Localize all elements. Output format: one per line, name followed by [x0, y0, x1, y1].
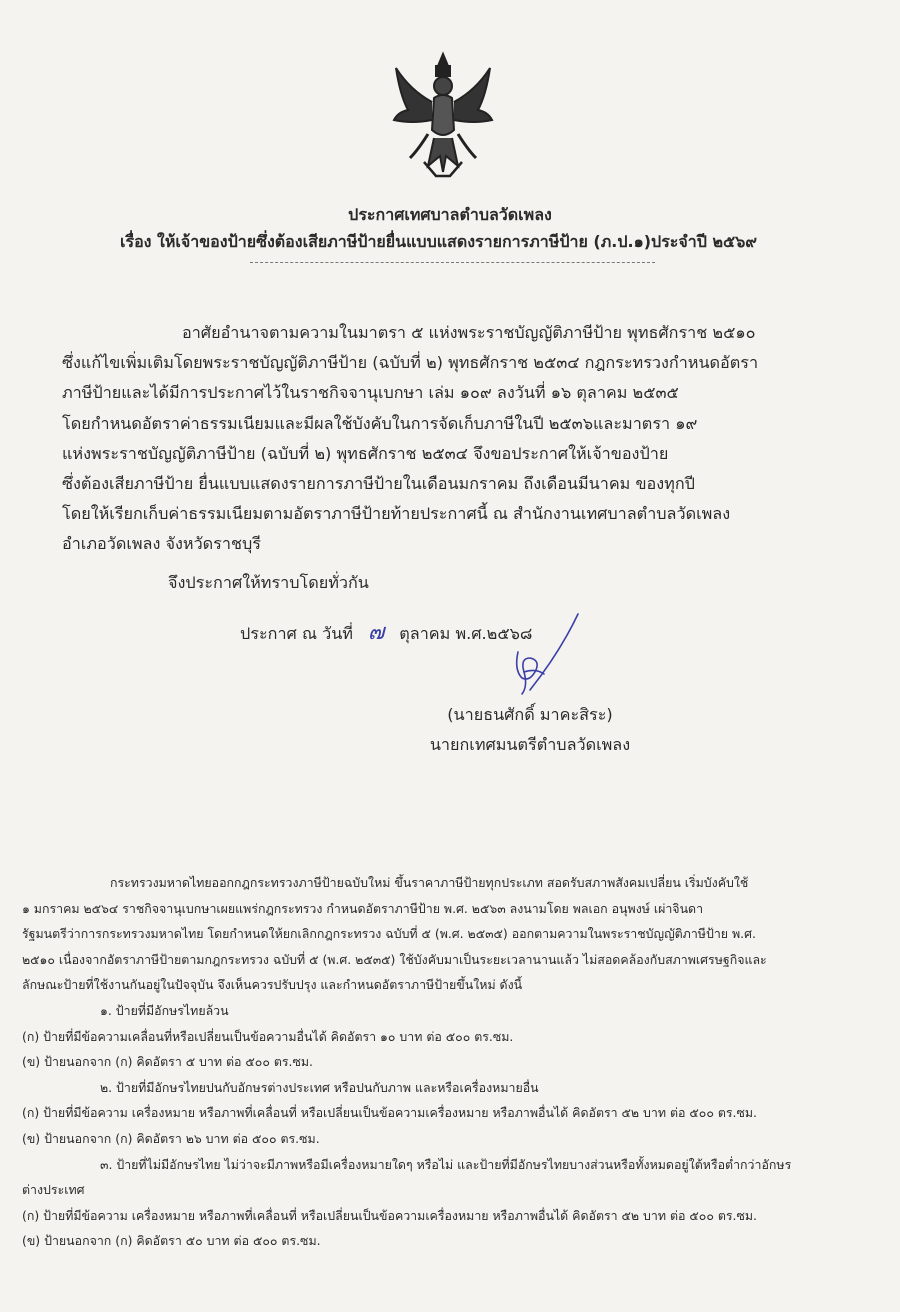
tax-rate-notice	[22, 870, 882, 1254]
garuda-emblem-icon	[388, 50, 498, 185]
signature-icon	[500, 612, 620, 702]
body-line: แห่งพระราชบัญญัติภาษีป้าย (ฉบับที่ ๒) พุทธศักราช ๒๕๓๔ จึงขอประกาศให้เจ้าของป้าย	[62, 443, 669, 463]
body-line: โดยให้เรียกเก็บค่าธรรมเนียมตามอัตราภาษีป้ายท้ายประกาศนี้ ณ สำนักงานเทศบาลตำบลวัดเพลง	[62, 504, 731, 524]
signer-name: (นายธนศักดิ์ มาคะสิระ)	[447, 705, 613, 724]
notice-heading: ๑. ป้ายที่มีอักษรไทยล้วน	[100, 1002, 229, 1018]
document-title: ประกาศเทศบาลตำบลวัดเพลง	[348, 205, 552, 224]
dateline	[240, 614, 532, 649]
notice-line: (ข) ป้ายนอกจาก (ก) คิดอัตรา ๒๖ บาท ต่อ ๕๐๐ ตร.ซม.	[22, 1130, 320, 1146]
notice-line: ลักษณะป้ายที่ใช้งานกันอยู่ในปัจจุบัน จึงเห็นควรปรับปรุง และกำหนดอัตราภาษีป้ายขึ้นใหม่ ดังนี้	[22, 977, 523, 993]
notice-line: ๑ มกราคม ๒๕๖๔ ราชกิจจานุเบกษาเผยแพร่กฎกระทรวง กำหนดอัตราภาษีป้าย พ.ศ. ๒๕๖๓ ลงนามโดย พลเอก อนุพงษ์ เผ่าจินดา	[22, 900, 704, 916]
notice-line: (ก) ป้ายที่มีข้อความ เครื่องหมาย หรือภาพที่เคลื่อนที่ หรือเปลี่ยนเป็นข้อความเครื่องหมาย หรือภาพอื่นได้ คิดอัตรา ๕๒ บาท ต่อ ๕๐๐ ตร.ซม.	[22, 1105, 757, 1121]
notice-heading: ๒. ป้ายที่มีอักษรไทยปนกับอักษรต่างประเทศ หรือปนกับภาพ และหรือเครื่องหมายอื่น	[100, 1079, 539, 1095]
body-line: ซึ่งต้องเสียภาษีป้าย ยื่นแบบแสดงรายการภาษีป้ายในเดือนมกราคม ถึงเดือนมีนาคม ของทุกปี	[62, 474, 695, 494]
dateline-prefix: ประกาศ ณ วันที่	[240, 624, 353, 643]
body-line: โดยกำหนดอัตราค่าธรรมเนียมและมีผลใช้บังคับในการจัดเก็บภาษีในปี ๒๕๓๖และมาตรา ๑๙	[62, 413, 698, 433]
notice-line: รัฐมนตรีว่าการกระทรวงมหาดไทย โดยกำหนดให้ยกเลิกกฎกระทรวง ฉบับที่ ๕ (พ.ศ. ๒๕๓๕) ออกตามความในพระราชบัญญัติภาษีป้าย พ.ศ.	[22, 926, 756, 942]
notice-line: ๒๕๑๐ เนื่องจากอัตราภาษีป้ายตามกฎกระทรวง ฉบับที่ ๕ (พ.ศ. ๒๕๓๕) ใช้บังคับมาเป็นระยะเวลานานแล้ว ไม่สอดคล้องกับสภาพเศรษฐกิจและ	[22, 951, 767, 967]
announcement: จึงประกาศให้ทราบโดยทั่วกัน	[168, 573, 369, 592]
notice-line: (ก) ป้ายที่มีข้อความ เครื่องหมาย หรือภาพที่เคลื่อนที่ หรือเปลี่ยนเป็นข้อความเครื่องหมาย หรือภาพอื่นได้ คิดอัตรา ๕๒ บาท ต่อ ๕๐๐ ตร.ซม.	[22, 1207, 757, 1223]
notice-line: (ข) ป้ายนอกจาก (ก) คิดอัตรา ๕๐ บาท ต่อ ๕๐๐ ตร.ซม.	[22, 1233, 321, 1249]
notice-line: (ข) ป้ายนอกจาก (ก) คิดอัตรา ๕ บาท ต่อ ๕๐๐ ตร.ซม.	[22, 1054, 313, 1070]
body-line: ภาษีป้ายและได้มีการประกาศไว้ในราชกิจจานุเบกษา เล่ม ๑๐๙ ลงวันที่ ๑๖ ตุลาคม ๒๕๓๕	[62, 383, 679, 403]
notice-line: กระทรวงมหาดไทยออกกฎกระทรวงภาษีป้ายฉบับใหม่ ขึ้นราคาภาษีป้ายทุกประเภท สอดรับสภาพสังคมเปลี่ยน เริ่มบังคับใช้	[110, 875, 749, 890]
dateline-day: ๗	[367, 620, 385, 645]
notice-line: ต่างประเทศ	[22, 1182, 85, 1198]
body-paragraph	[62, 318, 854, 560]
body-line: อาศัยอำนาจตามความในมาตรา ๕ แห่งพระราชบัญญัติภาษีป้าย พุทธศักราช ๒๕๑๐	[182, 323, 756, 342]
notice-heading: ๓. ป้ายที่ไม่มีอักษรไทย ไม่ว่าจะมีภาพหรือมีเครื่องหมายใดๆ หรือไม่ และป้ายที่มีอักษรไทยบางส่วนหรือทั้งหมดอยู่ใต้หรือต่ำกว่าอักษร	[100, 1156, 792, 1172]
divider	[250, 262, 655, 263]
body-line: ซึ่งแก้ไขเพิ่มเติมโดยพระราชบัญญัติภาษีป้าย (ฉบับที่ ๒) พุทธศักราช ๒๕๓๔ กฎกระทรวงกำหนดอัตรา	[62, 353, 759, 373]
body-line: อำเภอวัดเพลง จังหวัดราชบุรี	[62, 534, 261, 554]
notice-line: (ก) ป้ายที่มีข้อความเคลื่อนที่หรือเปลี่ยนเป็นข้อความอื่นได้ คิดอัตรา ๑๐ บาท ต่อ ๕๐๐ ตร.ซม.	[22, 1028, 514, 1044]
signer-position: นายกเทศมนตรีตำบลวัดเพลง	[429, 735, 631, 754]
document-subject: เรื่อง ให้เจ้าของป้ายซึ่งต้องเสียภาษีป้ายยื่นแบบแสดงรายการภาษีป้าย (ภ.ป.๑)ประจำปี ๒๕๖๙	[120, 232, 758, 251]
dateline-suffix: ตุลาคม พ.ศ.๒๕๖๘	[399, 624, 533, 643]
